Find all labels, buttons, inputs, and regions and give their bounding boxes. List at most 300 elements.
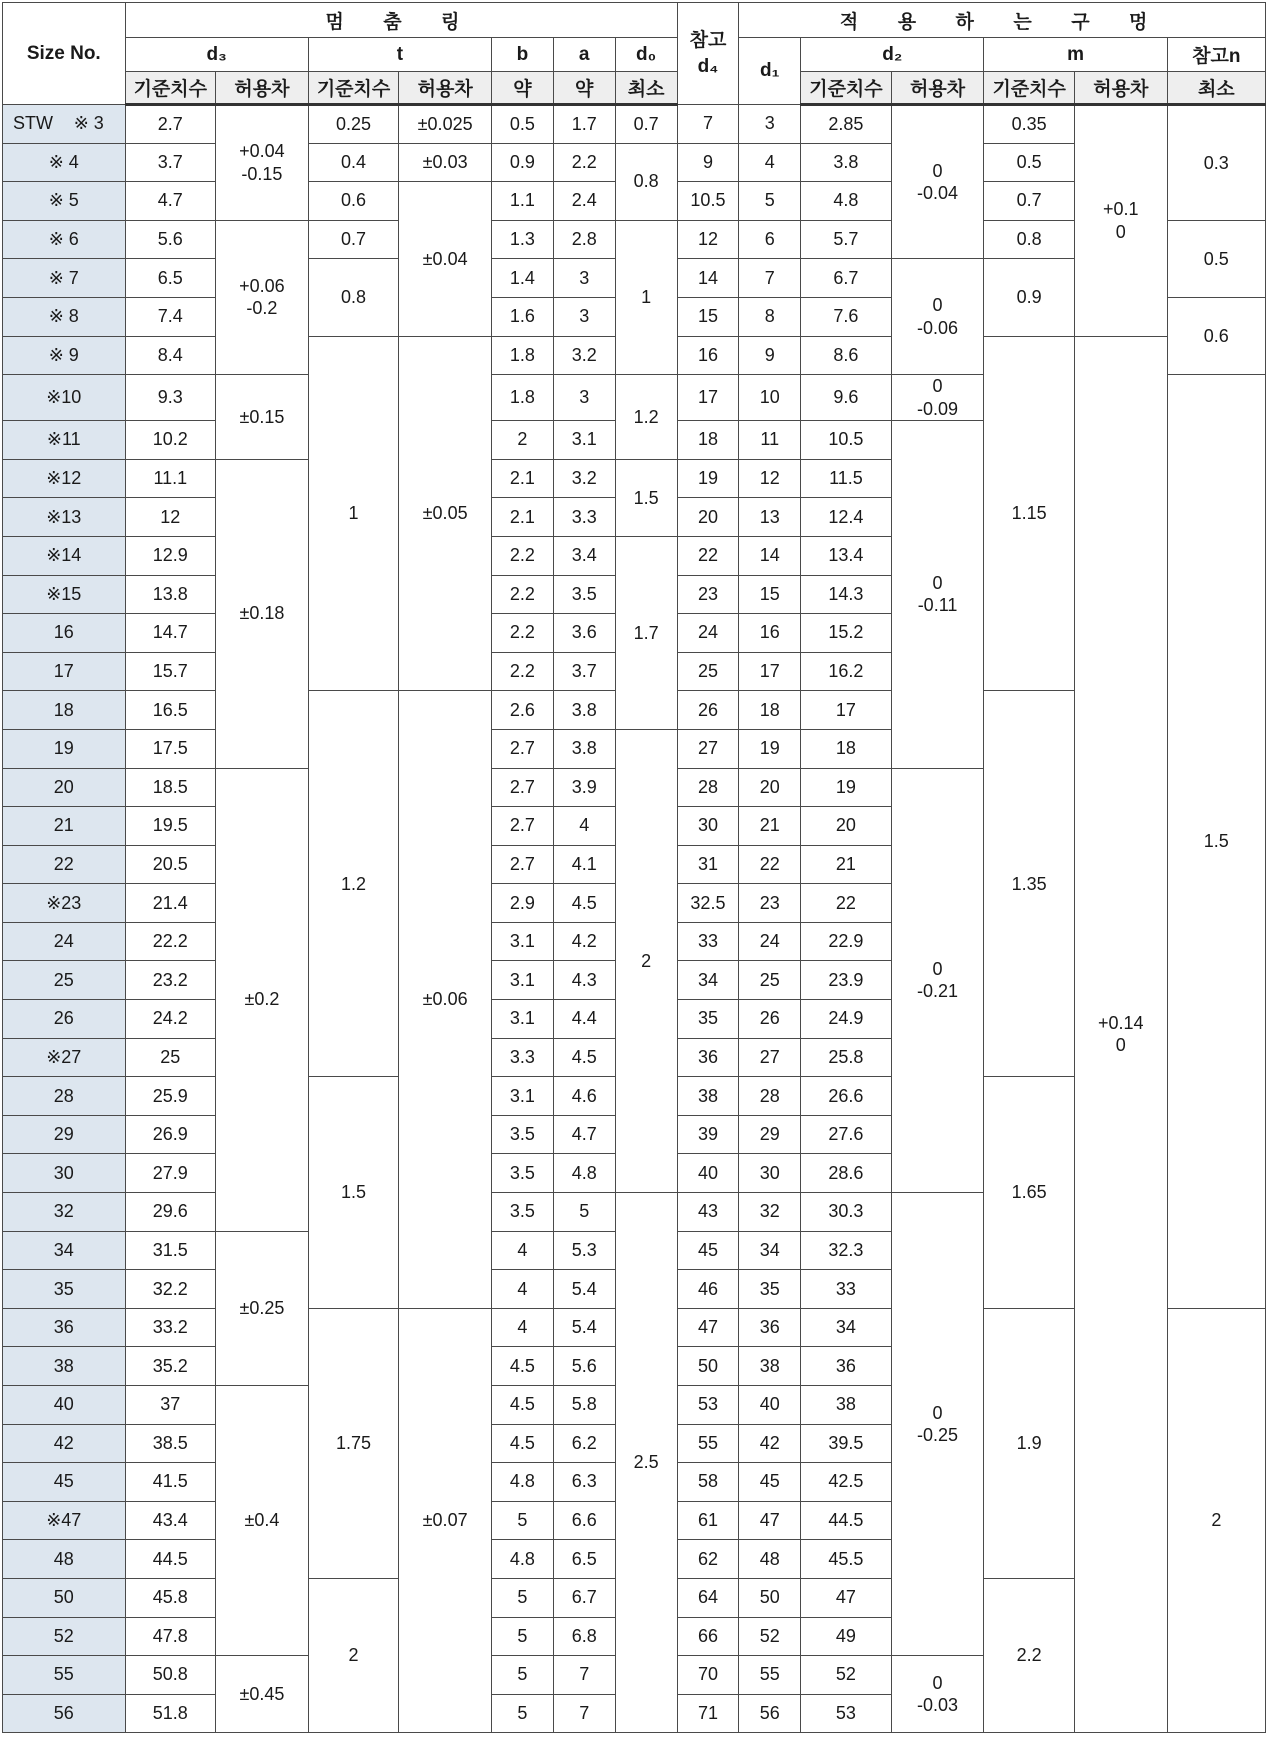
cell-size — [3, 1270, 126, 1309]
cell-b: 2.2 — [492, 536, 554, 575]
cell-size-value: 22 — [53, 853, 74, 874]
cell-size-value: ※ 7 — [48, 267, 79, 288]
cell-d2: 3.8 — [801, 143, 892, 182]
cell-d3-tol: ±0.18 — [216, 459, 309, 768]
header-row-1 — [3, 3, 1266, 38]
cell-d1: 11 — [739, 421, 801, 460]
cell-b: 2.7 — [492, 807, 554, 846]
cell-d3: 25 — [125, 1038, 216, 1077]
cell-a: 6.2 — [553, 1424, 615, 1463]
cell-b: 5 — [492, 1656, 554, 1695]
cell-d3-tol: ±0.15 — [216, 375, 309, 460]
cell-t: 0.4 — [308, 143, 399, 182]
header-d3-basic: 기준치수 — [125, 72, 216, 105]
cell-size-value: 38 — [53, 1355, 74, 1376]
cell-d4: 38 — [677, 1077, 739, 1116]
header-d2-tolerance: 허용차 — [891, 72, 984, 105]
cell-size-value: ※13 — [46, 506, 82, 527]
cell-d2: 25.8 — [801, 1038, 892, 1077]
cell-d3: 22.2 — [125, 922, 216, 961]
header-group-hole: 적 용 하 는 구 멍 — [739, 3, 1266, 38]
cell-d3: 31.5 — [125, 1231, 216, 1270]
cell-a: 4.7 — [553, 1115, 615, 1154]
cell-d1: 6 — [739, 220, 801, 259]
cell-size — [3, 961, 126, 1000]
cell-d1: 32 — [739, 1193, 801, 1232]
cell-size — [3, 575, 126, 614]
cell-t: 2 — [308, 1578, 399, 1732]
cell-size-value: 28 — [53, 1085, 74, 1106]
cell-d4: 36 — [677, 1038, 739, 1077]
cell-size-value: 32 — [53, 1201, 74, 1222]
cell-size — [3, 1308, 126, 1347]
cell-size — [3, 1424, 126, 1463]
cell-m: 1.35 — [984, 691, 1075, 1077]
cell-d1: 38 — [739, 1347, 801, 1386]
cell-d0: 1.5 — [615, 459, 677, 536]
cell-size-value: 36 — [53, 1317, 74, 1338]
cell-d2: 16.2 — [801, 652, 892, 691]
cell-size — [3, 259, 126, 298]
cell-d2: 38 — [801, 1386, 892, 1425]
cell-d3: 50.8 — [125, 1656, 216, 1695]
cell-d3: 24.2 — [125, 1000, 216, 1039]
cell-b: 4.8 — [492, 1463, 554, 1502]
header-m: m — [984, 38, 1167, 72]
cell-d3: 37 — [125, 1386, 216, 1425]
cell-size-value: ※ 6 — [48, 229, 79, 250]
cell-d2: 34 — [801, 1308, 892, 1347]
cell-m: 1.9 — [984, 1308, 1075, 1578]
cell-d3: 6.5 — [125, 259, 216, 298]
cell-b: 5 — [492, 1578, 554, 1617]
cell-size-value: ※27 — [46, 1046, 82, 1067]
cell-d0: 2 — [615, 729, 677, 1192]
cell-d4: 9 — [677, 143, 739, 182]
cell-d3-tol: ±0.45 — [216, 1656, 309, 1733]
cell-d0: 1.2 — [615, 375, 677, 460]
cell-b: 2.6 — [492, 691, 554, 730]
cell-size — [3, 1656, 126, 1695]
cell-d2: 19 — [801, 768, 892, 807]
cell-b: 3.1 — [492, 922, 554, 961]
header-group-ring: 멈 춤 링 — [125, 3, 677, 38]
cell-a: 5.6 — [553, 1347, 615, 1386]
cell-size-value: ※14 — [46, 545, 82, 566]
cell-d3: 32.2 — [125, 1270, 216, 1309]
cell-d3: 47.8 — [125, 1617, 216, 1656]
retaining-ring-spec-table — [2, 2, 1266, 1733]
cell-d1: 5 — [739, 182, 801, 221]
cell-size — [3, 1154, 126, 1193]
cell-a: 3.1 — [553, 421, 615, 460]
cell-d4: 61 — [677, 1501, 739, 1540]
cell-d4: 40 — [677, 1154, 739, 1193]
cell-a: 7 — [553, 1694, 615, 1733]
cell-d4: 34 — [677, 961, 739, 1000]
cell-d2: 17 — [801, 691, 892, 730]
cell-a: 3.5 — [553, 575, 615, 614]
cell-d2: 7.6 — [801, 297, 892, 336]
header-a: a — [553, 38, 615, 72]
cell-d3: 25.9 — [125, 1077, 216, 1116]
cell-d4: 22 — [677, 536, 739, 575]
cell-d3: 4.7 — [125, 182, 216, 221]
cell-b: 4 — [492, 1231, 554, 1270]
cell-d2: 27.6 — [801, 1115, 892, 1154]
cell-size — [3, 459, 126, 498]
cell-size-value: 29 — [53, 1124, 74, 1145]
cell-d4: 45 — [677, 1231, 739, 1270]
cell-size — [3, 922, 126, 961]
cell-size-value: ※23 — [46, 892, 82, 913]
cell-d2: 53 — [801, 1694, 892, 1733]
cell-t: 1.5 — [308, 1077, 399, 1309]
cell-size — [3, 1578, 126, 1617]
cell-d4: 28 — [677, 768, 739, 807]
cell-d1: 8 — [739, 297, 801, 336]
cell-size-value: ※ 5 — [48, 190, 79, 211]
cell-d3: 13.8 — [125, 575, 216, 614]
cell-size — [3, 614, 126, 653]
cell-d3: 11.1 — [125, 459, 216, 498]
header-t-tolerance: 허용차 — [399, 72, 492, 105]
cell-size-value: 30 — [53, 1162, 74, 1183]
cell-size-value: 18 — [53, 699, 74, 720]
cell-b: 4 — [492, 1270, 554, 1309]
cell-d1: 56 — [739, 1694, 801, 1733]
cell-size — [3, 729, 126, 768]
cell-size-value: 42 — [53, 1432, 74, 1453]
cell-d4: 35 — [677, 1000, 739, 1039]
cell-d3: 38.5 — [125, 1424, 216, 1463]
cell-d4: 71 — [677, 1694, 739, 1733]
cell-size — [3, 884, 126, 923]
cell-d3: 51.8 — [125, 1694, 216, 1733]
cell-size-value: 50 — [53, 1587, 74, 1608]
cell-b: 1.1 — [492, 182, 554, 221]
cell-size — [3, 807, 126, 846]
cell-b: 4.5 — [492, 1424, 554, 1463]
header-row-3 — [3, 72, 1266, 105]
cell-d4: 26 — [677, 691, 739, 730]
cell-t-tol: ±0.025 — [399, 105, 492, 144]
cell-d1: 45 — [739, 1463, 801, 1502]
cell-d2: 30.3 — [801, 1193, 892, 1232]
cell-d4: 66 — [677, 1617, 739, 1656]
cell-a: 6.6 — [553, 1501, 615, 1540]
cell-d4: 25 — [677, 652, 739, 691]
header-a-approx: 약 — [553, 72, 615, 105]
cell-b: 2.7 — [492, 768, 554, 807]
cell-d2: 36 — [801, 1347, 892, 1386]
cell-d3: 18.5 — [125, 768, 216, 807]
cell-d3: 29.6 — [125, 1193, 216, 1232]
cell-d2: 14.3 — [801, 575, 892, 614]
cell-d4: 27 — [677, 729, 739, 768]
cell-size — [3, 845, 126, 884]
cell-d2: 13.4 — [801, 536, 892, 575]
cell-size — [3, 105, 126, 144]
cell-b: 5 — [492, 1617, 554, 1656]
cell-m: 1.65 — [984, 1077, 1075, 1309]
cell-d3: 12.9 — [125, 536, 216, 575]
cell-t-tol: ±0.05 — [399, 336, 492, 691]
cell-d3: 12 — [125, 498, 216, 537]
cell-d3-tol: +0.06 -0.2 — [216, 220, 309, 374]
cell-d1: 25 — [739, 961, 801, 1000]
cell-d2-tol: 0 -0.25 — [891, 1193, 984, 1656]
cell-t-tol: ±0.06 — [399, 691, 492, 1309]
cell-a: 4.4 — [553, 1000, 615, 1039]
cell-a: 5 — [553, 1193, 615, 1232]
cell-m-tol: +0.1 0 — [1074, 105, 1167, 337]
cell-d4: 17 — [677, 375, 739, 421]
cell-b: 5 — [492, 1694, 554, 1733]
cell-size — [3, 182, 126, 221]
cell-d1: 7 — [739, 259, 801, 298]
cell-size — [3, 768, 126, 807]
cell-b: 2.1 — [492, 498, 554, 537]
cell-d4: 43 — [677, 1193, 739, 1232]
cell-a: 6.8 — [553, 1617, 615, 1656]
cell-size — [3, 1077, 126, 1116]
header-b: b — [492, 38, 554, 72]
cell-d4: 70 — [677, 1656, 739, 1695]
cell-d4: 53 — [677, 1386, 739, 1425]
cell-d4: 33 — [677, 922, 739, 961]
cell-size-value: 52 — [53, 1625, 74, 1646]
header-d0-minimum: 최소 — [615, 72, 677, 105]
cell-a: 3 — [553, 259, 615, 298]
table-body — [3, 105, 1266, 1733]
cell-b: 2 — [492, 421, 554, 460]
cell-b: 3.5 — [492, 1193, 554, 1232]
cell-size — [3, 536, 126, 575]
cell-size-value: 55 — [53, 1664, 74, 1685]
cell-d4: 58 — [677, 1463, 739, 1502]
header-d4-text: 참고 d₄ — [689, 29, 727, 77]
cell-d3: 16.5 — [125, 691, 216, 730]
cell-d1: 10 — [739, 375, 801, 421]
cell-d2: 49 — [801, 1617, 892, 1656]
cell-d1: 23 — [739, 884, 801, 923]
cell-d1: 9 — [739, 336, 801, 375]
cell-size-value: 34 — [53, 1239, 74, 1260]
cell-d2: 8.6 — [801, 336, 892, 375]
cell-d2: 22.9 — [801, 922, 892, 961]
cell-d2: 12.4 — [801, 498, 892, 537]
header-row-2 — [3, 38, 1266, 72]
cell-m: 0.5 — [984, 143, 1075, 182]
cell-d1: 19 — [739, 729, 801, 768]
cell-size-value: ※ 4 — [48, 151, 79, 172]
cell-d2-tol: 0 -0.11 — [891, 421, 984, 768]
header-d2-basic: 기준치수 — [801, 72, 892, 105]
cell-a: 2.4 — [553, 182, 615, 221]
cell-d3: 33.2 — [125, 1308, 216, 1347]
cell-d1: 24 — [739, 922, 801, 961]
cell-d1: 3 — [739, 105, 801, 144]
cell-d4: 50 — [677, 1347, 739, 1386]
cell-size-value: 35 — [53, 1278, 74, 1299]
header-d3: d₃ — [125, 38, 308, 72]
cell-d3-tol: ±0.4 — [216, 1386, 309, 1656]
cell-d1: 34 — [739, 1231, 801, 1270]
cell-b: 3.1 — [492, 1000, 554, 1039]
cell-d4: 64 — [677, 1578, 739, 1617]
cell-b: 3.3 — [492, 1038, 554, 1077]
cell-d1: 22 — [739, 845, 801, 884]
cell-t: 0.8 — [308, 259, 399, 336]
cell-d2: 47 — [801, 1578, 892, 1617]
cell-size — [3, 691, 126, 730]
cell-a: 4.3 — [553, 961, 615, 1000]
cell-d4: 14 — [677, 259, 739, 298]
cell-d1: 26 — [739, 1000, 801, 1039]
cell-n: 1.5 — [1167, 375, 1265, 1309]
cell-a: 4.5 — [553, 884, 615, 923]
cell-d0: 2.5 — [615, 1193, 677, 1733]
cell-d0: 1.7 — [615, 536, 677, 729]
cell-d3: 41.5 — [125, 1463, 216, 1502]
cell-m-tol: +0.14 0 — [1074, 336, 1167, 1733]
cell-b: 3.5 — [492, 1115, 554, 1154]
cell-size — [3, 375, 126, 421]
cell-d3: 2.7 — [125, 105, 216, 144]
cell-size-value: 20 — [53, 776, 74, 797]
cell-d2: 28.6 — [801, 1154, 892, 1193]
cell-d1: 15 — [739, 575, 801, 614]
cell-size-value: 17 — [53, 661, 74, 682]
cell-size-value: 16 — [53, 622, 74, 643]
cell-a: 3 — [553, 375, 615, 421]
cell-size-value: 45 — [53, 1471, 74, 1492]
cell-d3-tol: ±0.2 — [216, 768, 309, 1231]
header-size-no: Size No. — [3, 3, 126, 105]
cell-d1: 42 — [739, 1424, 801, 1463]
cell-size-value: ※15 — [46, 583, 82, 604]
cell-a: 3.7 — [553, 652, 615, 691]
cell-size — [3, 220, 126, 259]
cell-d2: 33 — [801, 1270, 892, 1309]
cell-d4: 32.5 — [677, 884, 739, 923]
cell-size-value: ※11 — [46, 429, 81, 450]
cell-a: 4.5 — [553, 1038, 615, 1077]
header-t-basic: 기준치수 — [308, 72, 399, 105]
cell-b: 0.9 — [492, 143, 554, 182]
cell-size — [3, 1347, 126, 1386]
cell-d2: 2.85 — [801, 105, 892, 144]
cell-size-value: 26 — [53, 1008, 74, 1029]
cell-a: 3.2 — [553, 459, 615, 498]
cell-d2: 32.3 — [801, 1231, 892, 1270]
cell-d2: 45.5 — [801, 1540, 892, 1579]
cell-b: 2.1 — [492, 459, 554, 498]
cell-size-value: ※12 — [46, 468, 82, 489]
cell-d2: 11.5 — [801, 459, 892, 498]
cell-size — [3, 336, 126, 375]
cell-d2: 6.7 — [801, 259, 892, 298]
cell-b: 2.2 — [492, 575, 554, 614]
cell-size-value: 19 — [53, 738, 74, 759]
header-m-tolerance: 허용차 — [1074, 72, 1167, 105]
cell-size-value: ※10 — [46, 387, 82, 408]
cell-size-value: 24 — [53, 931, 74, 952]
cell-d2: 15.2 — [801, 614, 892, 653]
cell-m: 0.8 — [984, 220, 1075, 259]
cell-a: 3.8 — [553, 729, 615, 768]
cell-d1: 4 — [739, 143, 801, 182]
cell-b: 5 — [492, 1501, 554, 1540]
cell-d3: 14.7 — [125, 614, 216, 653]
header-m-basic: 기준치수 — [984, 72, 1075, 105]
cell-d2: 5.7 — [801, 220, 892, 259]
cell-d2-tol: 0 -0.09 — [891, 375, 984, 421]
header-b-approx: 약 — [492, 72, 554, 105]
cell-d2: 44.5 — [801, 1501, 892, 1540]
cell-a: 6.5 — [553, 1540, 615, 1579]
cell-d1: 27 — [739, 1038, 801, 1077]
cell-a: 3.2 — [553, 336, 615, 375]
cell-d3: 45.8 — [125, 1578, 216, 1617]
cell-d0: 0.7 — [615, 105, 677, 144]
cell-d3: 8.4 — [125, 336, 216, 375]
cell-size — [3, 1000, 126, 1039]
cell-a: 5.4 — [553, 1270, 615, 1309]
cell-d3: 20.5 — [125, 845, 216, 884]
cell-d3: 43.4 — [125, 1501, 216, 1540]
cell-t: 0.25 — [308, 105, 399, 144]
header-t: t — [308, 38, 491, 72]
cell-d1: 35 — [739, 1270, 801, 1309]
cell-d4: 46 — [677, 1270, 739, 1309]
cell-a: 3.9 — [553, 768, 615, 807]
cell-d4: 20 — [677, 498, 739, 537]
cell-b: 4.8 — [492, 1540, 554, 1579]
cell-a: 4.2 — [553, 922, 615, 961]
cell-d2-tol: 0 -0.04 — [891, 105, 984, 259]
cell-size-value: 21 — [53, 815, 74, 836]
cell-d3: 35.2 — [125, 1347, 216, 1386]
cell-size — [3, 1038, 126, 1077]
cell-size-value: 48 — [53, 1548, 74, 1569]
cell-t: 0.6 — [308, 182, 399, 221]
cell-d3-tol: ±0.25 — [216, 1231, 309, 1385]
cell-d3: 15.7 — [125, 652, 216, 691]
cell-size-value: 56 — [53, 1703, 74, 1724]
cell-b: 2.2 — [492, 614, 554, 653]
cell-t-tol: ±0.07 — [399, 1308, 492, 1733]
cell-d4: 19 — [677, 459, 739, 498]
cell-a: 3.3 — [553, 498, 615, 537]
cell-d0: 1 — [615, 220, 677, 374]
cell-b: 2.7 — [492, 845, 554, 884]
cell-d1: 29 — [739, 1115, 801, 1154]
cell-d2: 42.5 — [801, 1463, 892, 1502]
header-d1: d₁ — [739, 38, 801, 105]
cell-m: 0.35 — [984, 105, 1075, 144]
cell-size — [3, 1193, 126, 1232]
header-d0: d₀ — [615, 38, 677, 72]
cell-d4: 24 — [677, 614, 739, 653]
cell-t: 0.7 — [308, 220, 399, 259]
cell-n: 2 — [1167, 1308, 1265, 1733]
cell-d2: 26.6 — [801, 1077, 892, 1116]
cell-d2: 4.8 — [801, 182, 892, 221]
cell-d4: 18 — [677, 421, 739, 460]
cell-d4: 39 — [677, 1115, 739, 1154]
